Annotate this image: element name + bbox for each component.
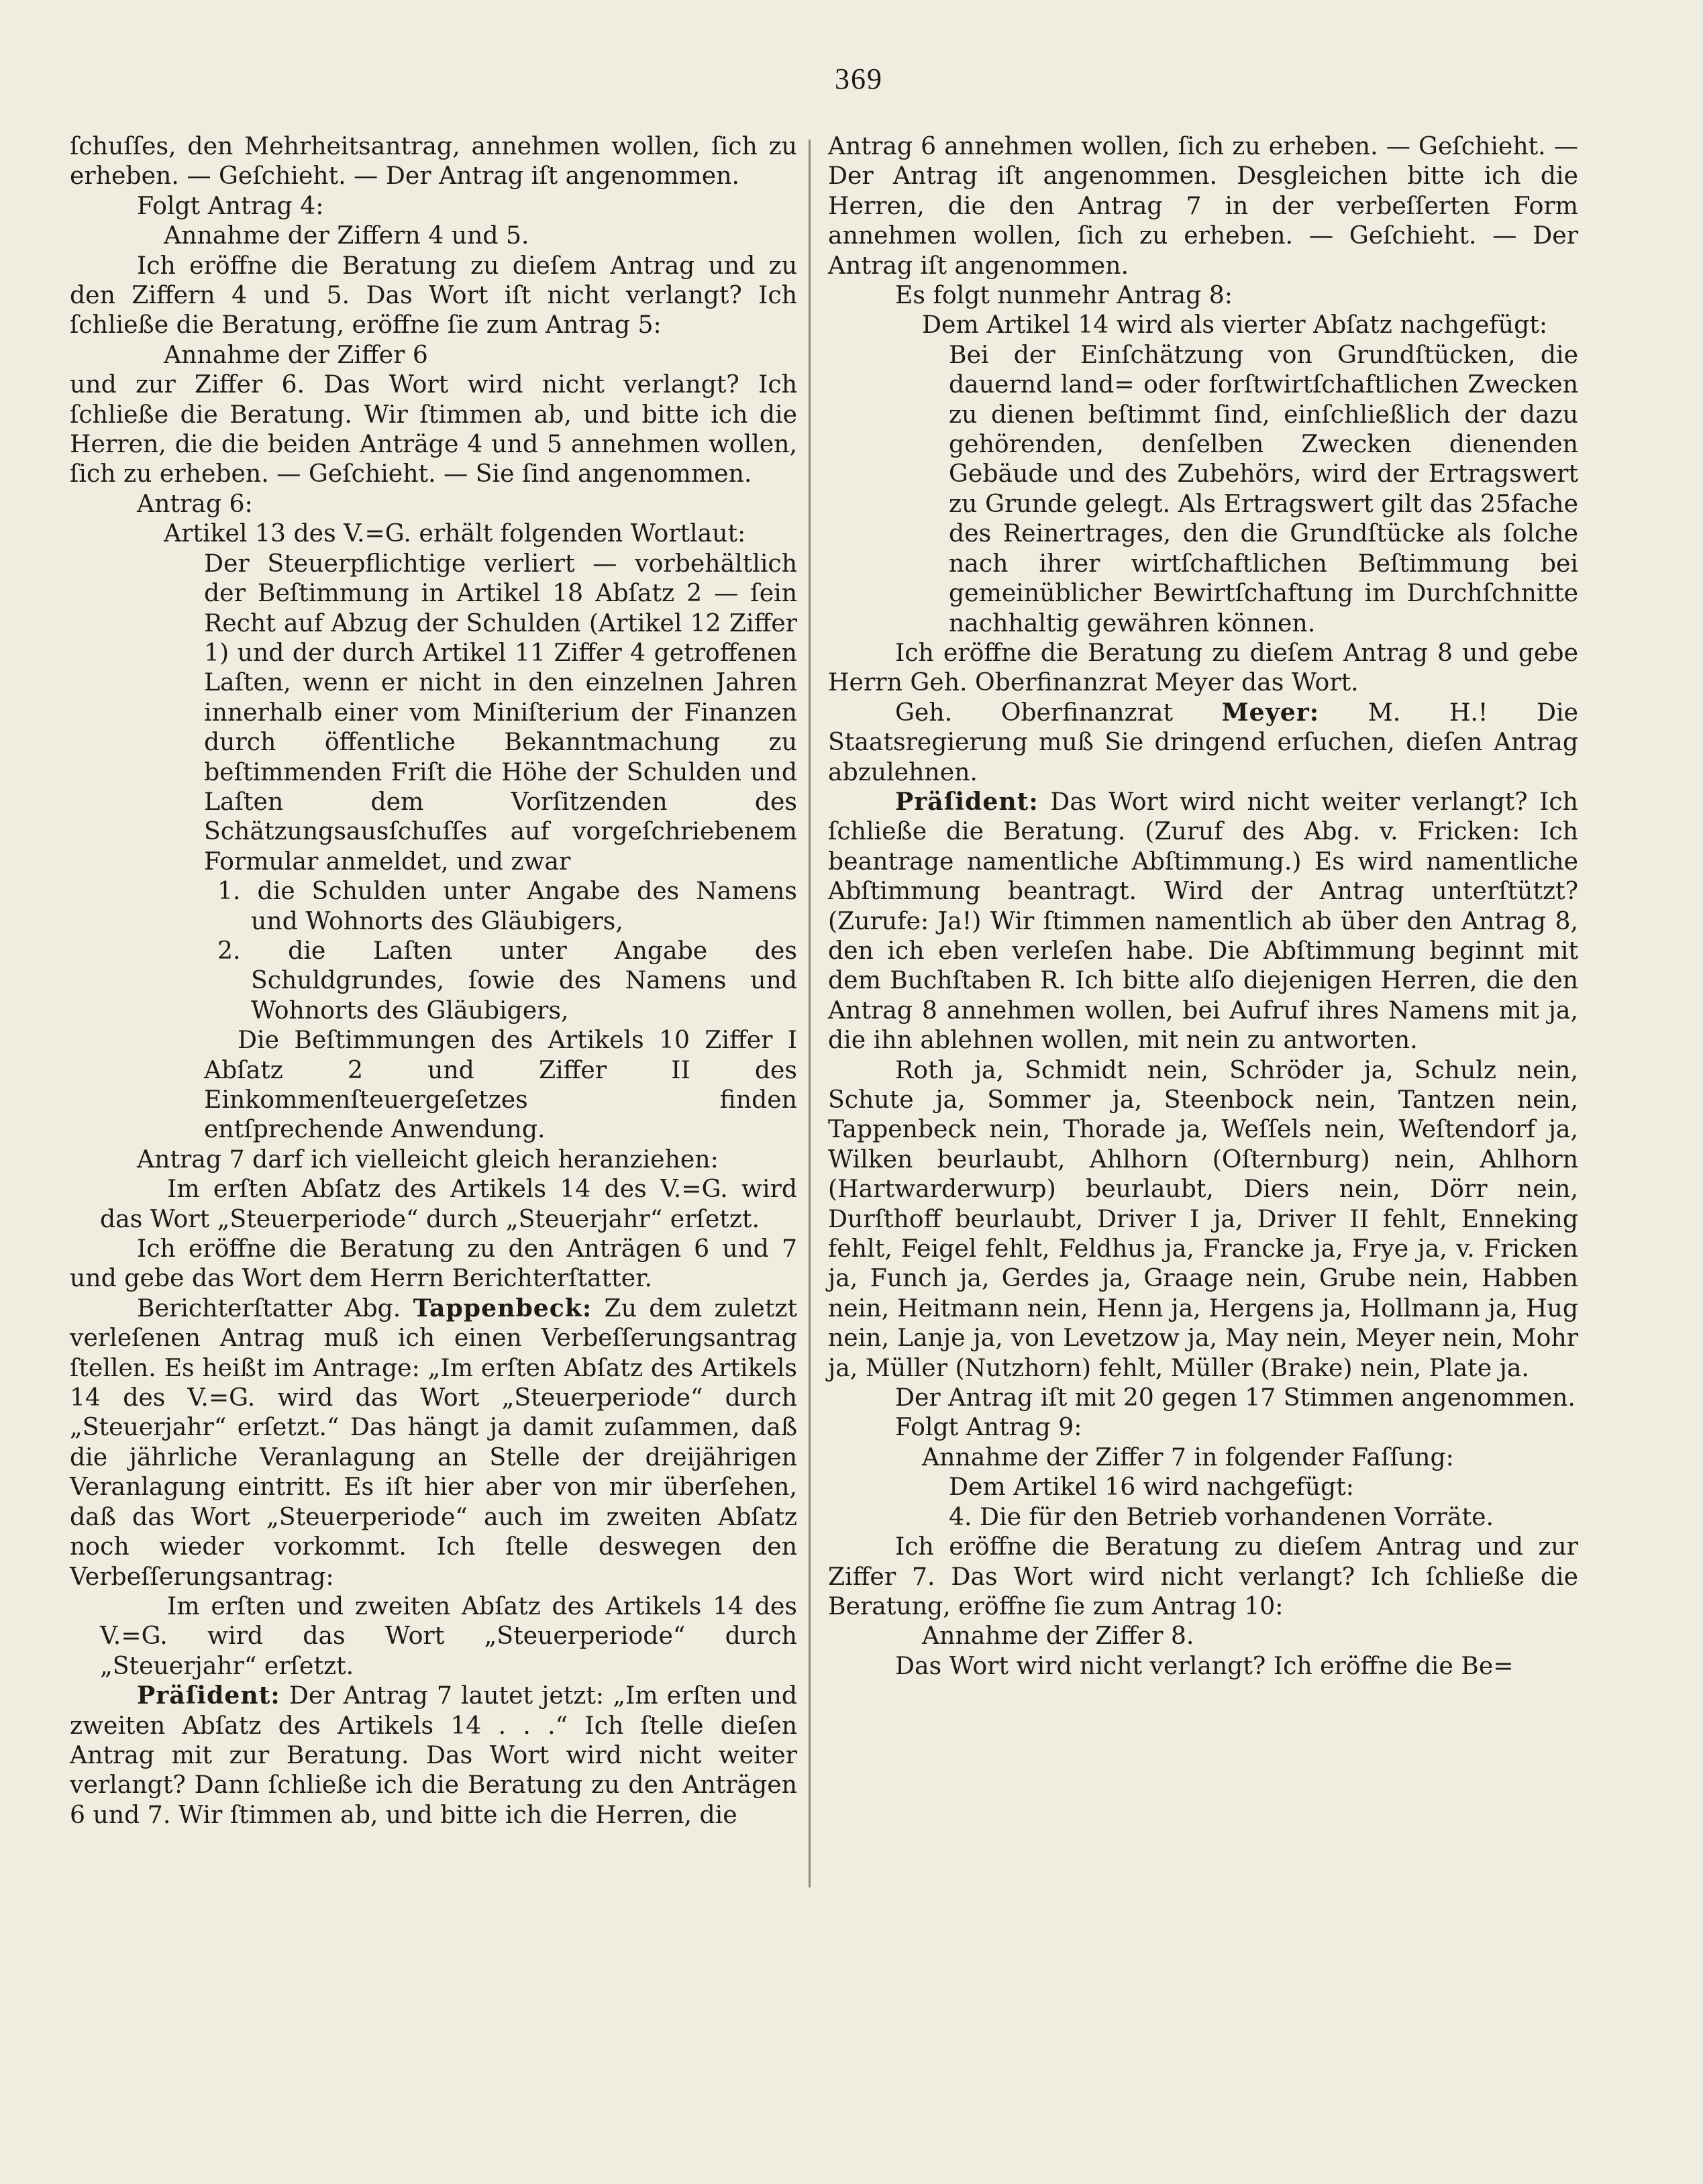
paragraph: Die Beſtimmungen des Artikels 10 Ziffer I Abſatz 2 und Ziffer II des Einkommenſteuergeſetzes finden entſprechende Anwendung. <box>204 1025 797 1144</box>
paragraph: Artikel 13 des V.=G. erhält folgenden Wortlaut: <box>164 519 746 548</box>
speaker-title: Berichterſtatter Abg. <box>137 1293 413 1322</box>
paragraph: Dem Artikel 16 wird nachgefügt: <box>949 1472 1354 1502</box>
speaker-paragraph <box>828 698 1578 787</box>
paragraph: Im erſten Abſatz des Artikels 14 des V.=G. wird das Wort „Steuerperiode“ durch „Steuerjahr“ erſetzt. <box>100 1174 797 1233</box>
paragraph: Antrag 6: <box>137 488 253 518</box>
paragraph: 2. die Laſten unter Angabe des Schuldgrundes, ſowie des Namens und Wohnorts des Gläubigers, <box>217 935 797 1025</box>
left-column <box>70 132 797 1830</box>
paragraph: Ich eröffne die Beratung zu dieſem Antrag und zur Ziffer 7. Das Wort wird nicht verlangt? Ich ſchließe die Beratung, eröffne ſie zum Antrag 10: <box>828 1532 1578 1620</box>
paragraph: Bei der Einſchätzung von Grundſtücken, die dauernd land= oder forſtwirtſchaftlichen Zwecken zu dienen beſtimmt ſind, einſchließlich der dazu gehörenden, denſelben Zwecken dienenden Gebäude und des Zubehörs, wird der Ertragswert zu Grunde gelegt. Als Ertragswert gilt das 25fache des Reinertrages, den die Grundſtücke als ſolche nach ihrer wirtſchaftlichen Beſtimmung bei gemeinüblicher Bewirtſchaftung im Durchſchnitte nachhaltig gewähren können. <box>949 340 1578 637</box>
paragraph: Ich eröffne die Beratung zu dieſem Antrag 8 und gebe Herrn Geh. Oberfinanzrat Meyer das Wort. <box>828 637 1578 697</box>
paragraph: 4. Die für den Betrieb vorhandenen Vorräte. <box>949 1502 1494 1531</box>
paragraph: Der Steuerpflichtige verliert — vorbehältlich der Beſtimmung in Artikel 18 Abſatz 2 — ſein Recht auf Abzug der Schulden (Artikel 12 Ziffer 1) und der durch Artikel 11 Ziffer 4 getroffenen Laſten, wenn er nicht in den einzelnen Jahren innerhalb einer vom Miniſterium der Finanzen durch öffentliche Bekanntmachung zu beſtimmenden Friſt die Höhe der Schulden und Laſten dem Vorſitzenden des Schätzungsausſchuſſes auf vorgeſchriebenem Formular anmeldet, und zwar <box>204 548 797 876</box>
speaker-name: Tappenbeck: <box>413 1293 592 1322</box>
speaker-name: Präſident: <box>137 1681 280 1710</box>
speech-text: Das Wort wird nicht weiter verlangt? Ich ſchließe die Beratung. (Zuruf des Abg. v. Fricken: Ich beantrage namentliche Abſtimmung.) Es wird namentliche Abſtimmung beantragt. Wird der Antrag unterſtützt? (Zurufe: Ja!) Wir ſtimmen namentlich ab über den Antrag 8, den ich eben verleſen habe. Die Abſtimmung beginnt mit dem Buchſtaben R. Ich bitte alſo diejenigen Herren, die den Antrag 8 annehmen wollen, bei Aufruf ihres Namens mit ja, die ihn ablehnen wollen, mit nein zu antworten. <box>828 786 1578 1055</box>
paragraph: Der Antrag iſt mit 20 gegen 17 Stimmen angenommen. <box>895 1383 1576 1412</box>
roll-call-paragraph: Roth ja, Schmidt nein, Schröder ja, Schulz nein, Schute ja, Sommer ja, Steenbock nein, Tantzen nein, Tappenbeck nein, Thorade ja, Weſſels nein, Weſtendorf ja, Wilken beurlaubt, Ahlhorn (Oſternburg) nein, Ahlhorn (Hartwarderwurp) beurlaubt, Diers nein, Dörr nein, Durſthoff beurlaubt, Driver I ja, Driver II fehlt, Enneking fehlt, Feigel fehlt, Feldhus ja, Francke ja, Frye ja, v. Fricken ja, Funch ja, Gerdes ja, Graage nein, Grube nein, Habben nein, Heitmann nein, Henn ja, Hergens ja, Hollmann ja, Hug nein, Lanje ja, von Levetzow ja, May nein, Meyer nein, Mohr ja, Müller (Nutzhorn) fehlt, Müller (Brake) nein, Plate ja. <box>828 1055 1578 1382</box>
right-column <box>828 132 1578 1681</box>
paragraph: Es folgt nunmehr Antrag 8: <box>895 280 1233 310</box>
speaker-paragraph <box>70 1681 797 1830</box>
paragraph: Im erſten und zweiten Abſatz des Artikels 14 des V.=G. wird das Wort „Steuerperiode“ durch „Steuerjahr“ erſetzt. <box>100 1591 797 1680</box>
paragraph: Das Wort wird nicht verlangt? Ich eröffne die Be= <box>895 1651 1514 1680</box>
speech-text: Der Antrag 7 lautet jetzt: „Im erſten und zweiten Abſatz des Artikels 14 . . .“ Ich ſtelle dieſen Antrag mit zur Beratung. Das Wort wird nicht weiter verlangt? Dann ſchließe ich die Beratung zu den Anträgen 6 und 7. Wir ſtimmen ab, und bitte ich die Herren, die <box>70 1681 797 1829</box>
page-number: 369 <box>835 62 883 95</box>
paragraph: Folgt Antrag 9: <box>895 1412 1082 1442</box>
paragraph: ſchuſſes, den Mehrheitsantrag, annehmen wollen, ſich zu erheben. — Geſchieht. — Der Antrag iſt angenommen. <box>70 132 797 191</box>
speaker-name: Präſident: <box>895 786 1039 816</box>
paragraph: Annahme der Ziffer 7 in folgender Faſſung: <box>922 1442 1454 1471</box>
paragraph: Ich eröffne die Beratung zu den Anträgen 6 und 7 und gebe das Wort dem Herrn Berichterſtatter. <box>70 1234 797 1293</box>
paragraph: Folgt Antrag 4: <box>137 191 324 220</box>
paragraph: Dem Artikel 14 wird als vierter Abſatz nachgefügt: <box>922 310 1548 340</box>
speaker-title: Geh. Oberfinanzrat <box>895 697 1222 727</box>
paragraph: Antrag 7 darf ich vielleicht gleich heranziehen: <box>137 1144 719 1174</box>
paragraph: Annahme der Ziffer 8. <box>922 1621 1194 1651</box>
paragraph: Annahme der Ziffern 4 und 5. <box>164 221 529 250</box>
speech-text: M. H.! Die Staatsregierung muß Sie dringend erſuchen, dieſen Antrag abzulehnen. <box>828 697 1579 786</box>
paragraph: 1. die Schulden unter Angabe des Namens und Wohnorts des Gläubigers, <box>217 876 797 935</box>
speaker-paragraph <box>828 787 1578 1055</box>
speaker-name: Meyer: <box>1221 697 1320 727</box>
speech-text: Zu dem zuletzt verleſenen Antrag muß ich einen Verbeſſerungsantrag ſtellen. Es heißt im Antrage: „Im erſten Abſatz des Artikels 14 des V.=G. wird das Wort „Steuerperiode“ durch „Steuerjahr“ erſetzt.“ Das hängt ja damit zuſammen, daß die jährliche Veranlagung an Stelle der dreijährigen Veranlagung eintritt. Es iſt hier aber von mir überſehen, daß das Wort „Steuerperiode“ auch im zweiten Abſatz noch wieder vorkommt. Ich ſtelle deswegen den Verbeſſerungsantrag: <box>70 1293 797 1591</box>
paragraph: Ich eröffne die Beratung zu dieſem Antrag und zu den Ziffern 4 und 5. Das Wort iſt nicht verlangt? Ich ſchließe die Beratung, eröffne ſie zum Antrag 5: <box>70 250 797 340</box>
paragraph: Antrag 6 annehmen wollen, ſich zu erheben. — Geſchieht. — Der Antrag iſt angenommen. Desgleichen bitte ich die Herren, die den Antrag 7 in der verbeſſerten Form annehmen wollen, ſich zu erheben. — Geſchieht. — Der Antrag iſt angenommen. <box>828 132 1578 280</box>
column-divider <box>809 140 811 1887</box>
paragraph: Annahme der Ziffer 6 <box>164 340 428 369</box>
paragraph: und zur Ziffer 6. Das Wort wird nicht verlangt? Ich ſchließe die Beratung. Wir ſtimmen ab, und bitte ich die Herren, die die beiden Anträge 4 und 5 annehmen wollen, ſich zu erheben. — Geſchieht. — Sie ſind angenommen. <box>70 370 797 488</box>
speaker-paragraph <box>70 1294 797 1592</box>
